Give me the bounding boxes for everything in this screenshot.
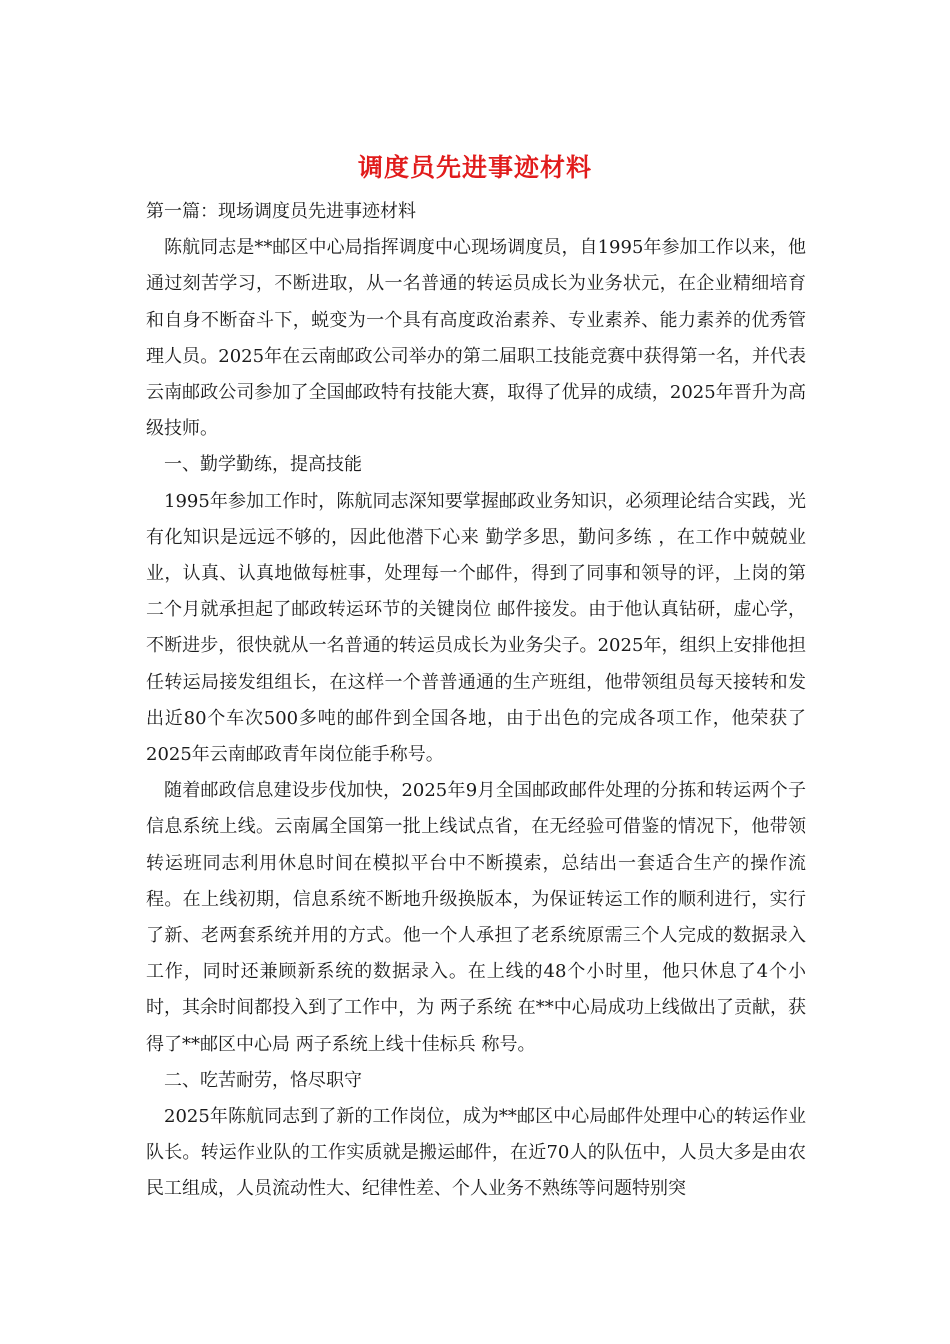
paragraph-intro: 陈航同志是**邮区中心局指挥调度中心现场调度员，自1995年参加工作以来，他通过刻苦学习，不断进取，从一名普通的转运员成长为业务状元，在企业精细培育和自身不断奋斗下，蜕变为一个具有高度政治素养、专业素养、能力素养的优秀管理人员。2025年在云南邮政公司举办的第二届职工技能竞赛中获得第一名，并代表云南邮政公司参加了全国邮政特有技能大赛，取得了优异的成绩，2025年晋升为高级技师。 [146,237,806,440]
paragraph-section1-a: 1995年参加工作时，陈航同志深知要掌握邮政业务知识，必须理论结合实践，光有化知识是远远不够的，因此他潜下心来 勤学多思，勤问多练 ，在工作中兢兢业业，认真、认真地做每桩事，处理每一个邮件，得到了同事和领导的评，上岗的第二个月就承担起了邮政转运环节的关键岗位 邮件接发。由于他认真钻研，虚心学，不断进步，很快就从一名普通的转运员成长为业务尖子。2025年，组织上安排他担任转运局接发组组长，在这样一个普普通通的生产班组，他带领组员每天接转和发出近80个车次500多吨的邮件到全国各地，由于出色的完成各项工作，他荣获了2025年云南邮政青年岗位能手称号。 [146,490,806,766]
paragraph-section2-a: 2025年陈航同志到了新的工作岗位，成为**邮区中心局邮件处理中心的转运作业队长。转运作业队的工作实质就是搬运邮件，在近70人的队伍中，人员大多是由农民工组成，人员流动性大、纪律性差、个人业务不熟练等问题特别突 [146,1106,806,1200]
section-heading-1: 一、勤学勤练，提高技能 [164,454,362,476]
paragraph-section1-b: 随着邮政信息建设步伐加快，2025年9月全国邮政邮件处理的分拣和转运两个子信息系统上线。云南属全国第一批上线试点省，在无经验可借鉴的情况下，他带领转运班同志利用休息时间在模拟平台中不断摸索，总结出一套适合生产的操作流程。在上线初期，信息系统不断地升级换版本，为保证转运工作的顺利进行，实行了新、老两套系统并用的方式。他一个人承担了老系统原需三个人完成的数据录入工作，同时还兼顾新系统的数据录入。在上线的48个小时里，他只休息了4个小时，其余时间都投入到了工作中，为 两子系统 在**中心局成功上线做出了贡献，获得了**邮区中心局 两子系统上线十佳标兵 称号。 [146,780,806,1055]
document-subtitle: 第一篇：现场调度员先进事迹材料 [146,201,416,222]
section-heading-2: 二、吃苦耐劳，恪尽职守 [164,1069,362,1091]
document-body [146,194,806,1208]
document-title: 调度员先进事迹材料 [357,153,592,182]
